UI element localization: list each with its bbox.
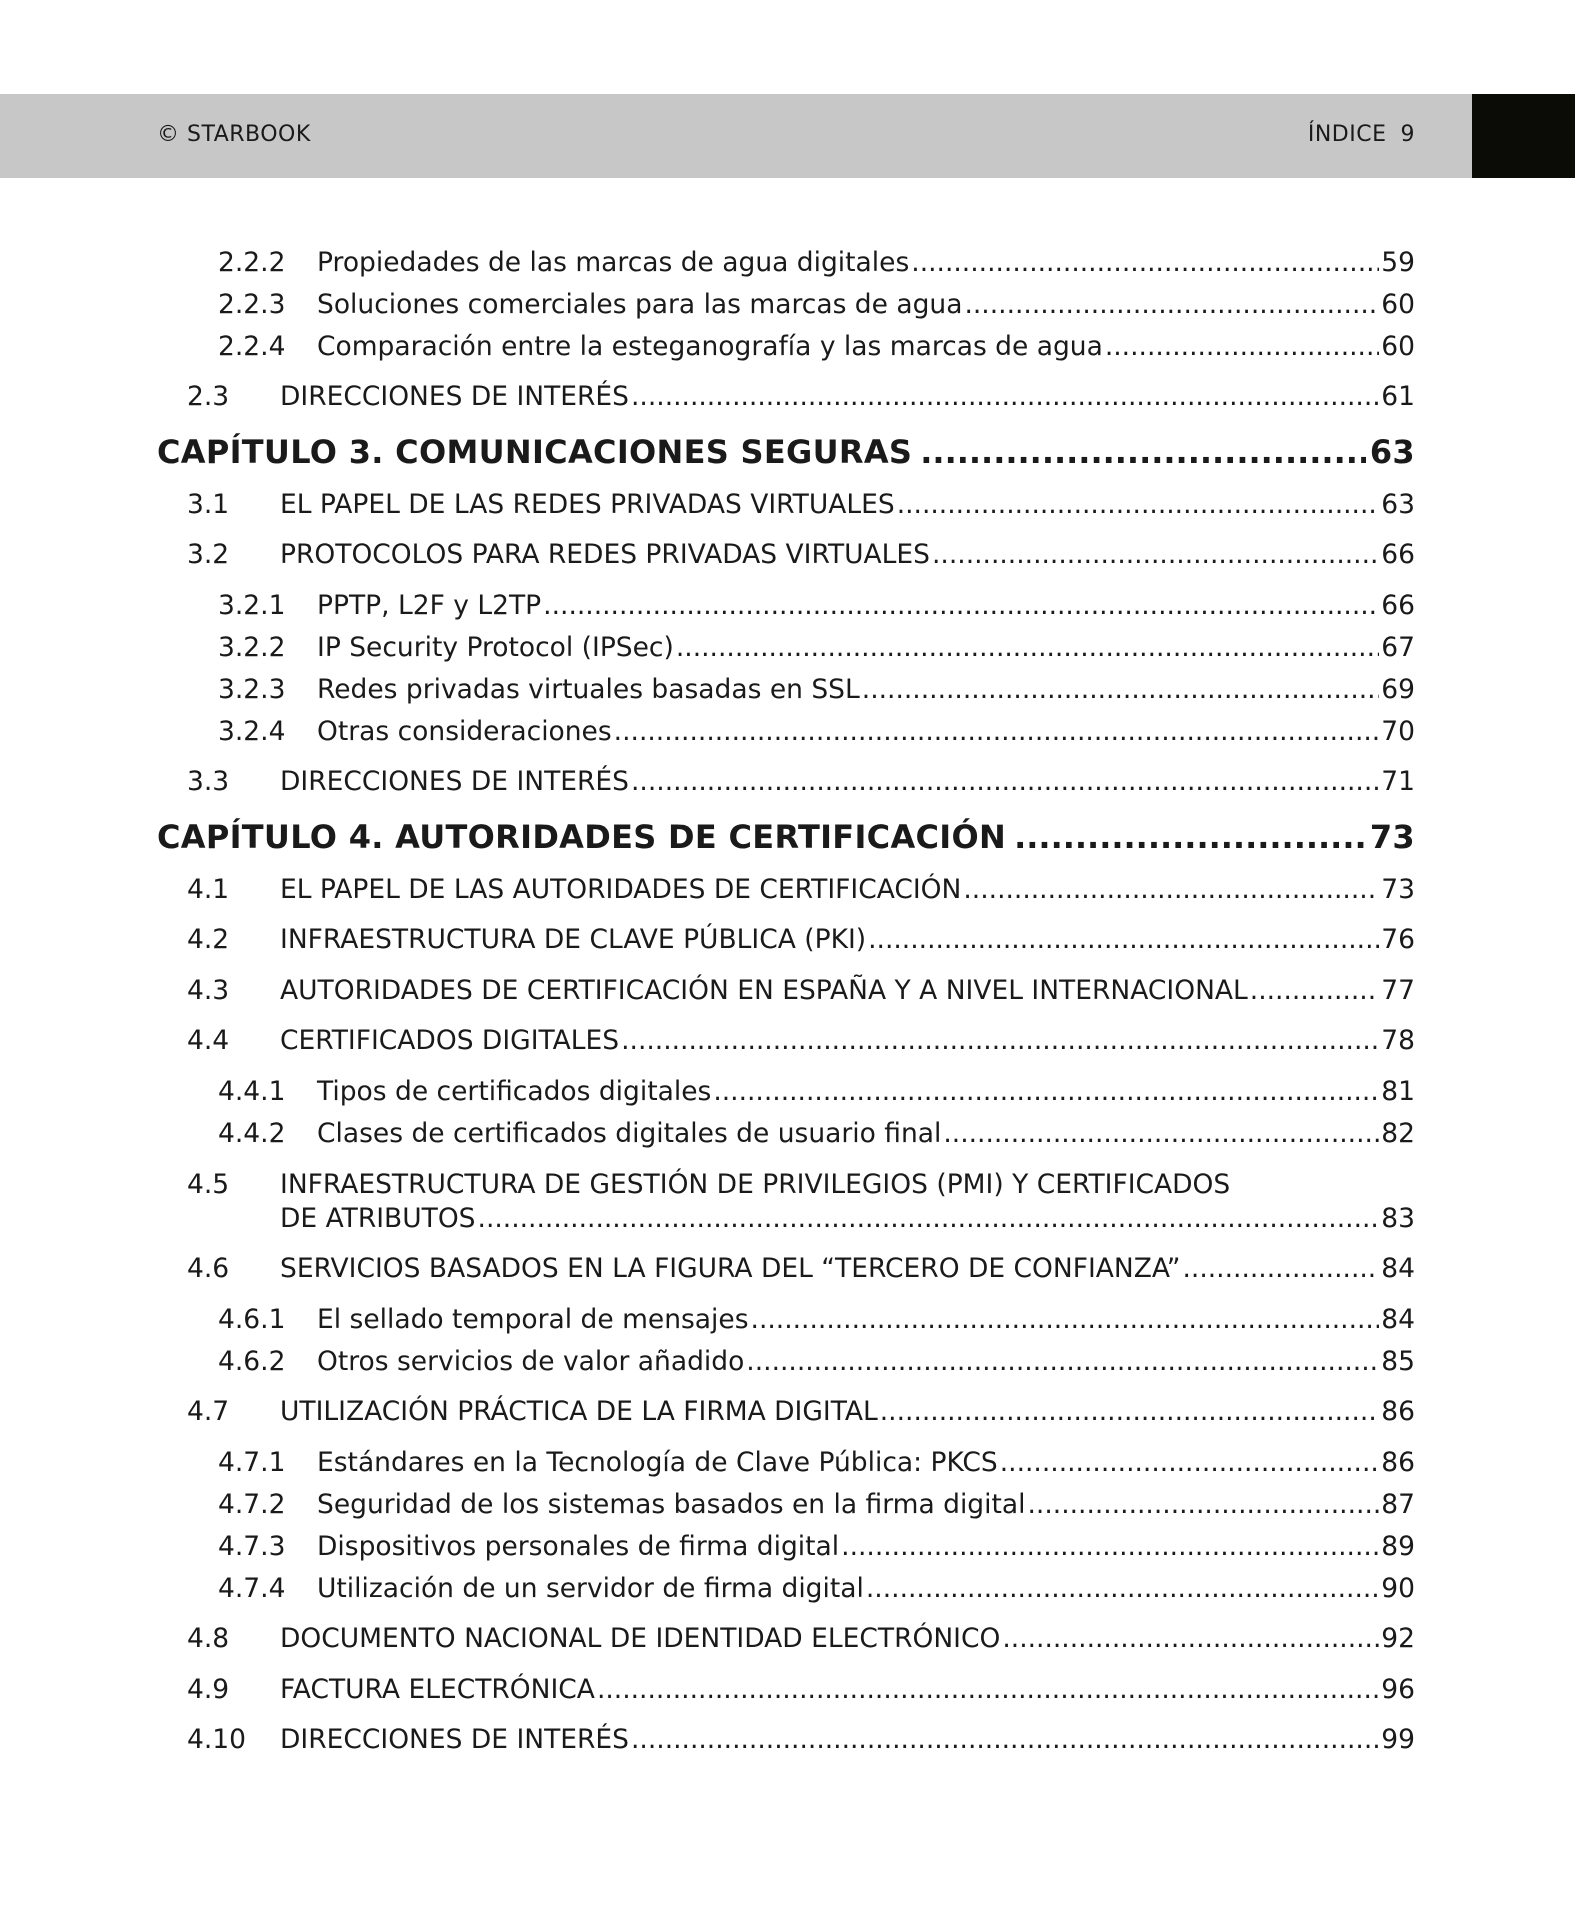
toc-entry: [187, 1024, 1415, 1058]
toc-entry-number: 3.3: [187, 766, 230, 797]
toc-entry-first-line: [187, 1168, 1230, 1202]
toc-entry-title: Dispositivos personales de firma digital: [317, 1531, 840, 1562]
dot-leader: [862, 673, 1380, 707]
toc-entry: [187, 1723, 1415, 1757]
toc-entry-number: 3.2.2: [218, 632, 286, 663]
toc-entry-number: 4.4.1: [218, 1076, 286, 1107]
toc-entry-number: 4.7.4: [218, 1573, 286, 1604]
toc-entry-number: 2.2.3: [218, 289, 286, 320]
chapter-title: CAPÍTULO 3. COMUNICACIONES SEGURAS: [157, 433, 913, 471]
toc-entry: [218, 1572, 1415, 1606]
toc-entry: [218, 631, 1415, 665]
toc-entry-title: DOCUMENTO NACIONAL DE IDENTIDAD ELECTRÓNICO: [280, 1623, 1001, 1654]
toc-entry-page: 71: [1381, 766, 1415, 797]
toc-entry-title: Seguridad de los sistemas basados en la firma digital: [317, 1489, 1026, 1520]
toc-entry: [187, 1252, 1415, 1286]
toc-entry-title: SERVICIOS BASADOS EN LA FIGURA DEL “TERCERO DE CONFIANZA”: [280, 1253, 1181, 1284]
toc-entry: [218, 330, 1415, 364]
toc-entry-page: 61: [1381, 381, 1415, 412]
toc-entry-page: 86: [1381, 1447, 1415, 1478]
header-thumb-tab: [1472, 94, 1575, 178]
dot-leader: [911, 246, 1379, 280]
toc-entry-number: 3.2.1: [218, 590, 286, 621]
toc-entry: [218, 715, 1415, 749]
toc-entry-title: FACTURA ELECTRÓNICA: [280, 1674, 595, 1705]
toc-entry-title: Tipos de certificados digitales: [317, 1076, 712, 1107]
dot-leader: [543, 589, 1379, 623]
toc-entry: [187, 765, 1415, 799]
dot-leader: [932, 538, 1379, 572]
toc-entry-page: 81: [1381, 1076, 1415, 1107]
toc-entry: [187, 1395, 1415, 1429]
dot-leader: [1105, 330, 1379, 364]
dot-leader: [676, 631, 1379, 665]
toc-entry: [187, 923, 1415, 957]
toc-entry-title: INFRAESTRUCTURA DE CLAVE PÚBLICA (PKI): [280, 924, 867, 955]
chapter-page: 73: [1369, 818, 1415, 856]
dot-leader: [597, 1673, 1379, 1707]
dot-leader: [631, 1723, 1379, 1757]
toc-entry-number: 4.2: [187, 924, 230, 955]
toc-entry-page: 90: [1381, 1573, 1415, 1604]
toc-entry-page: 60: [1381, 331, 1415, 362]
toc-entry-continuation: [280, 1202, 1415, 1236]
toc-entry-number: 4.9: [187, 1674, 230, 1705]
toc-entry-number: 2.3: [187, 381, 230, 412]
toc-entry: [218, 1530, 1415, 1564]
toc-entry-page: 87: [1381, 1489, 1415, 1520]
toc-entry: [218, 288, 1415, 322]
dot-leader: [631, 380, 1379, 414]
toc-entry-number: 3.2.3: [218, 674, 286, 705]
toc-entry-page: 66: [1381, 539, 1415, 570]
toc-entry-title: Comparación entre la esteganografía y las marcas de agua: [317, 331, 1103, 362]
dot-leader: [943, 1117, 1379, 1151]
dot-leader: [631, 765, 1379, 799]
dot-leader: [963, 873, 1379, 907]
toc-entry: [187, 1673, 1415, 1707]
dot-leader: [866, 1572, 1379, 1606]
dot-leader: [614, 715, 1380, 749]
toc-entry-title: IP Security Protocol (IPSec): [317, 632, 674, 663]
toc-entry: [187, 873, 1415, 907]
toc-entry-title: Utilización de un servidor de firma digital: [317, 1573, 864, 1604]
toc-entry-title: PROTOCOLOS PARA REDES PRIVADAS VIRTUALES: [280, 539, 930, 570]
dot-leader: [751, 1303, 1380, 1337]
toc-entry: [187, 974, 1415, 1008]
toc-entry-title: Propiedades de las marcas de agua digitales: [317, 247, 910, 278]
toc-entry-title: DIRECCIONES DE INTERÉS: [280, 381, 629, 412]
toc-entry: [218, 1488, 1415, 1522]
toc-entry-number: 4.6: [187, 1253, 230, 1284]
dot-leader: [1028, 1488, 1380, 1522]
toc-entry: [218, 673, 1415, 707]
chapter-page: 63: [1369, 433, 1415, 471]
toc-entry-number: 4.10: [187, 1724, 247, 1755]
toc-entry-page: 59: [1381, 247, 1415, 278]
publisher-copyright: © STARBOOK: [157, 122, 311, 147]
toc-entry-page: 86: [1381, 1396, 1415, 1427]
toc-entry-title: Clases de certificados digitales de usuario final: [317, 1118, 942, 1149]
toc-entry-page: 63: [1381, 489, 1415, 520]
toc-entry-number: 4.1: [187, 874, 230, 905]
toc-entry-page: 84: [1381, 1253, 1415, 1284]
toc-entry-page: 89: [1381, 1531, 1415, 1562]
toc-entry-number: 4.6.2: [218, 1346, 286, 1377]
toc-entry: [218, 1117, 1415, 1151]
dot-leader: [1182, 1252, 1379, 1286]
toc-entry-number: 4.7.2: [218, 1489, 286, 1520]
toc-entry: [218, 1345, 1415, 1379]
dot-leader: [868, 923, 1379, 957]
running-header-right: [1308, 120, 1415, 150]
toc-entry-title-continued: DE ATRIBUTOS: [280, 1203, 476, 1234]
toc-entry-title: AUTORIDADES DE CERTIFICACIÓN EN ESPAÑA Y A NIVEL INTERNACIONAL: [280, 975, 1248, 1006]
dot-leader: [841, 1530, 1379, 1564]
dot-leader: [478, 1202, 1380, 1236]
toc-entry-page: 73: [1381, 874, 1415, 905]
toc-entry-page: 96: [1381, 1674, 1415, 1705]
section-label: ÍNDICE: [1307, 122, 1387, 147]
toc-entry-number: 3.2.4: [218, 716, 286, 747]
toc-entry-title: CERTIFICADOS DIGITALES: [280, 1025, 620, 1056]
toc-entry: [218, 246, 1415, 280]
dot-leader: [1000, 1446, 1380, 1480]
toc-entry-number: 4.5: [187, 1169, 230, 1200]
toc-entry-page: 82: [1381, 1118, 1415, 1149]
chapter-title: CAPÍTULO 4. AUTORIDADES DE CERTIFICACIÓN: [157, 818, 1007, 856]
toc-entry: [218, 589, 1415, 623]
toc-entry-title: INFRAESTRUCTURA DE GESTIÓN DE PRIVILEGIOS (PMI) Y CERTIFICADOS: [280, 1169, 1231, 1200]
toc-entry: [187, 488, 1415, 522]
toc-entry-page: 76: [1381, 924, 1415, 955]
toc-entry-page: 78: [1381, 1025, 1415, 1056]
toc-entry: [218, 1303, 1415, 1337]
toc-entry-number: 4.7: [187, 1396, 230, 1427]
toc-entry: [187, 1622, 1415, 1656]
toc-entry-number: 2.2.4: [218, 331, 286, 362]
toc-entry-number: 4.7.3: [218, 1531, 286, 1562]
dot-leader: [1014, 817, 1366, 857]
toc-entry: [218, 1075, 1415, 1109]
toc-entry-title: Redes privadas virtuales basadas en SSL: [317, 674, 860, 705]
toc-entry-title: Soluciones comerciales para las marcas de agua: [317, 289, 963, 320]
toc-entry-title: El sellado temporal de mensajes: [317, 1304, 749, 1335]
toc-entry-title: Otros servicios de valor añadido: [317, 1346, 745, 1377]
toc-entry-page: 84: [1381, 1304, 1415, 1335]
toc-entry-page: 85: [1381, 1346, 1415, 1377]
dot-leader: [920, 432, 1366, 472]
toc-entry-page: 66: [1381, 590, 1415, 621]
toc-entry-number: 3.2: [187, 539, 230, 570]
toc-entry-title: EL PAPEL DE LAS REDES PRIVADAS VIRTUALES: [280, 489, 895, 520]
dot-leader: [746, 1345, 1379, 1379]
page-number: 9: [1400, 122, 1415, 147]
toc-entry-title: DIRECCIONES DE INTERÉS: [280, 1724, 629, 1755]
toc-chapter: [157, 432, 1415, 472]
toc-chapter: [157, 817, 1415, 857]
toc-entry-number: 4.3: [187, 975, 230, 1006]
dot-leader: [1250, 974, 1379, 1008]
toc-entry-number: 4.4: [187, 1025, 230, 1056]
toc-entry-number: 4.4.2: [218, 1118, 286, 1149]
toc-entry-page: 92: [1381, 1623, 1415, 1654]
dot-leader: [1002, 1622, 1379, 1656]
toc-entry-page: 77: [1381, 975, 1415, 1006]
dot-leader: [621, 1024, 1379, 1058]
toc-entry-title: PPTP, L2F y L2TP: [317, 590, 542, 621]
dot-leader: [713, 1075, 1379, 1109]
toc-entry-title: Estándares en la Tecnología de Clave Pública: PKCS: [317, 1447, 998, 1478]
toc-entry-page: 70: [1381, 716, 1415, 747]
toc-entry-page: 60: [1381, 289, 1415, 320]
toc-entry-title: DIRECCIONES DE INTERÉS: [280, 766, 629, 797]
toc-entry-title: EL PAPEL DE LAS AUTORIDADES DE CERTIFICACIÓN: [280, 874, 962, 905]
toc-entry: [187, 380, 1415, 414]
toc-entry: [187, 538, 1415, 572]
dot-leader: [964, 288, 1379, 322]
toc-entry-number: 4.7.1: [218, 1447, 286, 1478]
toc-entry-number: 4.8: [187, 1623, 230, 1654]
toc-entry-page: 69: [1381, 674, 1415, 705]
toc-entry-title: UTILIZACIÓN PRÁCTICA DE LA FIRMA DIGITAL: [280, 1396, 878, 1427]
toc-entry-page: 83: [1381, 1203, 1415, 1234]
toc-entry-page: 67: [1381, 632, 1415, 663]
toc-entry-number: 2.2.2: [218, 247, 286, 278]
toc-entry-number: 4.6.1: [218, 1304, 286, 1335]
toc-entry-number: 3.1: [187, 489, 230, 520]
toc-entry-page: 99: [1381, 1724, 1415, 1755]
toc-entry: [218, 1446, 1415, 1480]
toc-entry-title: Otras consideraciones: [317, 716, 612, 747]
dot-leader: [880, 1395, 1380, 1429]
dot-leader: [897, 488, 1380, 522]
